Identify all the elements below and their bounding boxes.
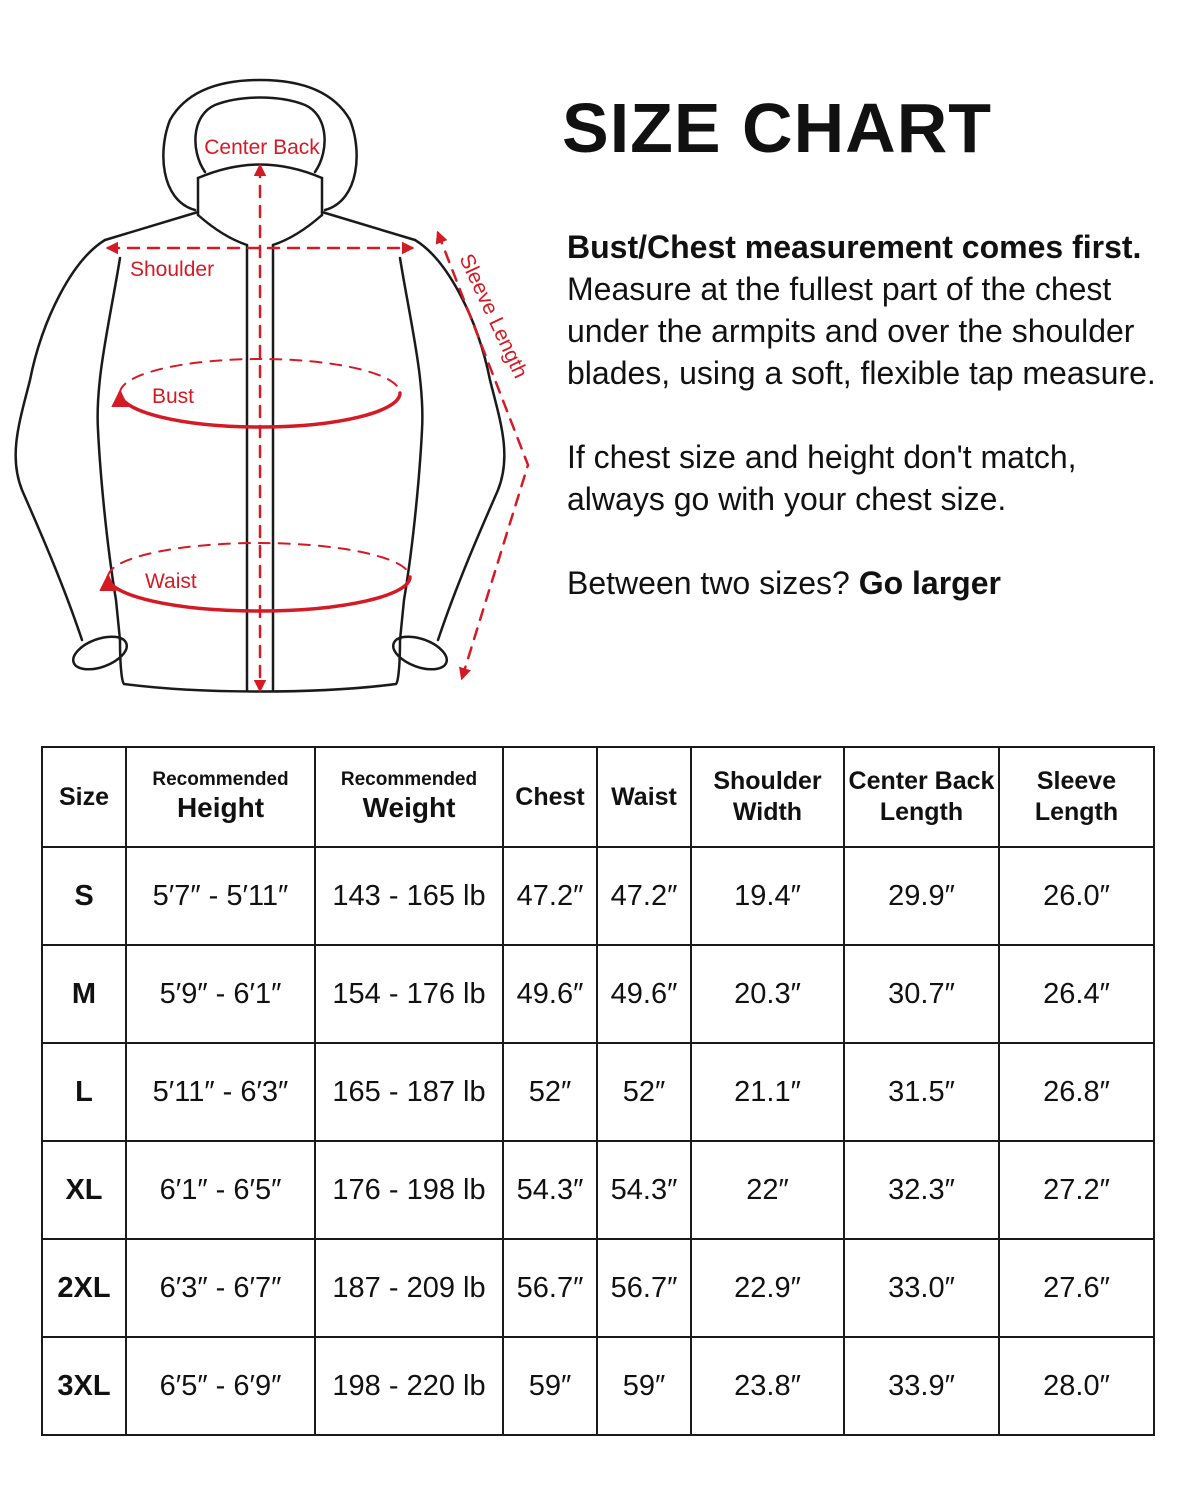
instruction-chest bbox=[567, 226, 1177, 394]
cell-sleeve: 26.0″ bbox=[999, 847, 1154, 945]
header-center-back-length bbox=[844, 747, 999, 847]
instruction-chest-text: Measure at the fullest part of the chest under the armpits and over the shoulder blades, using a soft, flexible tap measure. bbox=[567, 271, 1156, 391]
cell-center-back: 33.9″ bbox=[844, 1337, 999, 1435]
cell-chest: 49.6″ bbox=[503, 945, 597, 1043]
waist-label: Waist bbox=[145, 570, 197, 593]
cell-size: M bbox=[42, 945, 126, 1043]
cell-chest: 56.7″ bbox=[503, 1239, 597, 1337]
cell-waist: 59″ bbox=[597, 1337, 691, 1435]
bust-label: Bust bbox=[152, 385, 195, 408]
header-center-back-line2: Length bbox=[879, 798, 964, 826]
cell-shoulder: 19.4″ bbox=[691, 847, 844, 945]
cell-chest: 52″ bbox=[503, 1043, 597, 1141]
cell-height: 5′7″ - 5′11″ bbox=[126, 847, 315, 945]
cell-height: 5′11″ - 6′3″ bbox=[126, 1043, 315, 1141]
header-weight-small: Recommended bbox=[340, 769, 478, 790]
cell-sleeve: 28.0″ bbox=[999, 1337, 1154, 1435]
jacket-measurement-diagram bbox=[0, 70, 560, 710]
center-back-label: Center Back bbox=[204, 136, 320, 159]
cell-waist: 49.6″ bbox=[597, 945, 691, 1043]
cell-height: 6′5″ - 6′9″ bbox=[126, 1337, 315, 1435]
instruction-between-sizes bbox=[567, 562, 1177, 604]
measurement-instructions bbox=[567, 226, 1177, 604]
header-sleeve-length bbox=[999, 747, 1154, 847]
cell-weight: 176 - 198 lb bbox=[315, 1141, 503, 1239]
table-row bbox=[42, 1141, 1154, 1239]
header-chest: Chest bbox=[503, 747, 597, 847]
cell-shoulder: 20.3″ bbox=[691, 945, 844, 1043]
header-shoulder-line1: Shoulder bbox=[713, 767, 822, 795]
header-weight bbox=[315, 747, 503, 847]
header-center-back-line1: Center Back bbox=[848, 767, 995, 795]
cell-chest: 54.3″ bbox=[503, 1141, 597, 1239]
cell-center-back: 33.0″ bbox=[844, 1239, 999, 1337]
cell-waist: 52″ bbox=[597, 1043, 691, 1141]
cell-sleeve: 26.4″ bbox=[999, 945, 1154, 1043]
cell-sleeve: 27.6″ bbox=[999, 1239, 1154, 1337]
cell-weight: 198 - 220 lb bbox=[315, 1337, 503, 1435]
header-sleeve-line2: Length bbox=[1034, 798, 1119, 826]
cell-weight: 165 - 187 lb bbox=[315, 1043, 503, 1141]
cell-waist: 56.7″ bbox=[597, 1239, 691, 1337]
size-chart-table bbox=[41, 746, 1155, 1436]
sleeve-length-label: Sleeve Length bbox=[454, 250, 533, 382]
header-sleeve-line1: Sleeve bbox=[1036, 767, 1117, 795]
cell-shoulder: 23.8″ bbox=[691, 1337, 844, 1435]
table-row bbox=[42, 1043, 1154, 1141]
header-size: Size bbox=[42, 747, 126, 847]
cell-height: 5′9″ - 6′1″ bbox=[126, 945, 315, 1043]
instruction-mismatch: If chest size and height don't match, always go with your chest size. bbox=[567, 439, 1077, 517]
header-waist: Waist bbox=[597, 747, 691, 847]
cell-size: 3XL bbox=[42, 1337, 126, 1435]
cell-chest: 59″ bbox=[503, 1337, 597, 1435]
cell-weight: 143 - 165 lb bbox=[315, 847, 503, 945]
cell-chest: 47.2″ bbox=[503, 847, 597, 945]
cell-size: L bbox=[42, 1043, 126, 1141]
cell-size: S bbox=[42, 847, 126, 945]
table-row bbox=[42, 1239, 1154, 1337]
table-row bbox=[42, 945, 1154, 1043]
table-row bbox=[42, 1337, 1154, 1435]
cell-center-back: 30.7″ bbox=[844, 945, 999, 1043]
cell-height: 6′3″ - 6′7″ bbox=[126, 1239, 315, 1337]
cell-sleeve: 27.2″ bbox=[999, 1141, 1154, 1239]
cell-center-back: 31.5″ bbox=[844, 1043, 999, 1141]
table-header-row bbox=[42, 747, 1154, 847]
measurement-guides bbox=[108, 166, 528, 690]
cell-shoulder: 22.9″ bbox=[691, 1239, 844, 1337]
header-height-small: Recommended bbox=[152, 769, 289, 790]
instruction-chest-bold: Bust/Chest measurement comes first. bbox=[567, 229, 1142, 265]
cell-waist: 54.3″ bbox=[597, 1141, 691, 1239]
header-weight-big: Weight bbox=[362, 792, 456, 823]
header-shoulder-width bbox=[691, 747, 844, 847]
between-sizes-text: Between two sizes? bbox=[567, 565, 859, 601]
header-height bbox=[126, 747, 315, 847]
cell-shoulder: 21.1″ bbox=[691, 1043, 844, 1141]
cell-shoulder: 22″ bbox=[691, 1141, 844, 1239]
cell-center-back: 29.9″ bbox=[844, 847, 999, 945]
header-shoulder-line2: Width bbox=[732, 798, 803, 826]
table-row bbox=[42, 847, 1154, 945]
cell-height: 6′1″ - 6′5″ bbox=[126, 1141, 315, 1239]
go-larger-text: Go larger bbox=[858, 565, 1001, 601]
cell-size: XL bbox=[42, 1141, 126, 1239]
cell-weight: 187 - 209 lb bbox=[315, 1239, 503, 1337]
cell-size: 2XL bbox=[42, 1239, 126, 1337]
cell-center-back: 32.3″ bbox=[844, 1141, 999, 1239]
cell-sleeve: 26.8″ bbox=[999, 1043, 1154, 1141]
header-height-big: Height bbox=[176, 792, 265, 823]
cell-weight: 154 - 176 lb bbox=[315, 945, 503, 1043]
shoulder-label: Shoulder bbox=[130, 258, 215, 281]
page-title: SIZE CHART bbox=[562, 89, 992, 167]
cell-waist: 47.2″ bbox=[597, 847, 691, 945]
